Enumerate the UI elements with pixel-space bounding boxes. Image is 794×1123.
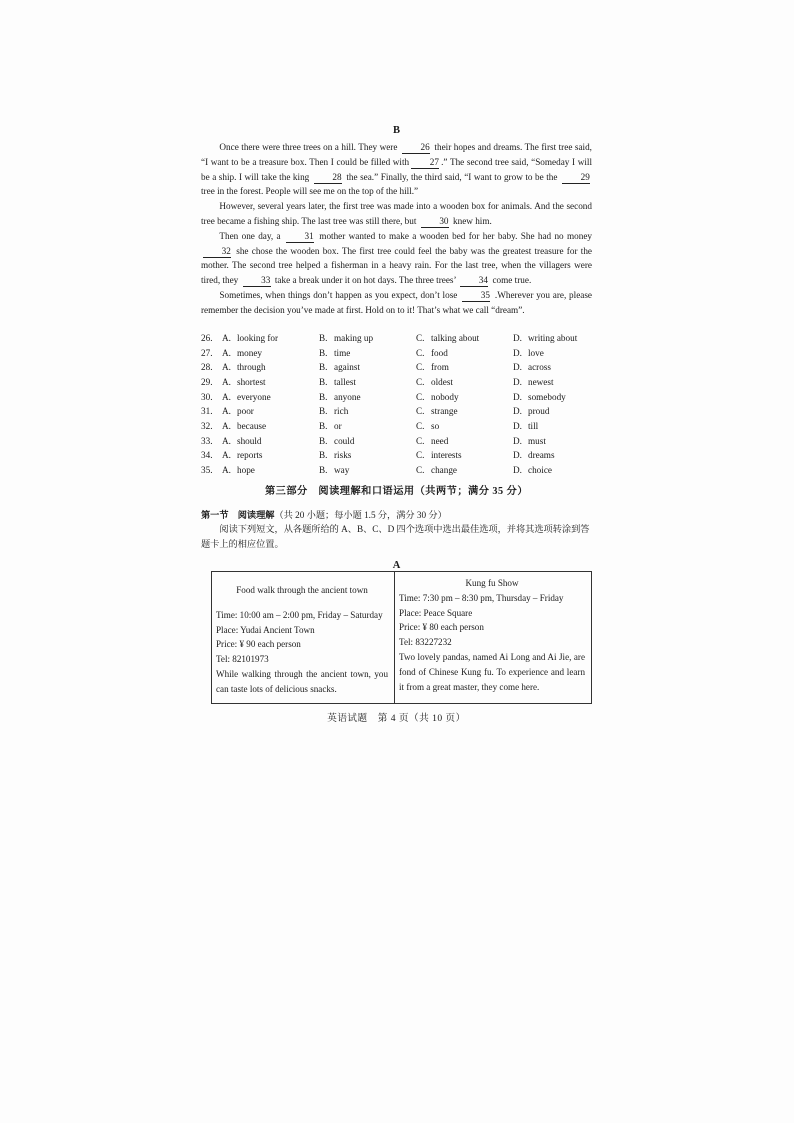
question-number: 34.: [201, 450, 213, 461]
cloze-blank: 33: [243, 275, 271, 287]
option-letter: C.: [416, 450, 425, 461]
question-row: [201, 419, 592, 434]
option-letter: B.: [319, 450, 328, 461]
answer-option: [416, 404, 513, 419]
answer-option: [319, 434, 416, 449]
answer-options: [201, 331, 592, 478]
answer-option: [222, 375, 319, 390]
ad-tel: Tel: 82101973: [216, 654, 269, 665]
option-text: should: [237, 435, 262, 446]
ad-description: While walking through the ancient town, you can taste lots of delicious snacks.: [216, 668, 389, 694]
option-letter: A.: [222, 362, 231, 373]
option-letter: D.: [513, 465, 522, 476]
option-text: across: [528, 362, 551, 373]
option-text: reports: [237, 450, 263, 461]
ad-place: Place: Peace Square: [399, 607, 473, 618]
answer-option: [513, 360, 589, 375]
ad-description: Two lovely pandas, named Ai Long and Ai Jie, are fond of Chinese Kung fu. To experience and learn it from a great master, they come here.: [399, 651, 585, 692]
option-letter: A.: [222, 377, 231, 388]
option-letter: D.: [513, 377, 522, 388]
passage-text: knew him.: [450, 215, 492, 226]
passage-text: the sea.” Finally, the third said, “I want to grow to be the: [343, 171, 560, 182]
question-row: [201, 331, 592, 346]
question-number: 33.: [201, 435, 213, 446]
option-text: strange: [431, 406, 458, 417]
option-text: or: [334, 421, 342, 432]
passage-text: However, several years later, the first tree was made into a wooden box for animals. And the second tree became a fishing ship. The last tree was still there, but: [201, 201, 592, 226]
option-letter: A.: [222, 332, 231, 343]
answer-option: [416, 390, 513, 405]
question-row: [201, 375, 592, 390]
question-row: [201, 434, 592, 449]
passage-text: mother wanted to make a wooden bed for her baby. She had no money: [315, 230, 592, 241]
option-letter: B.: [319, 421, 328, 432]
ad-time: Time: 7:30 pm – 8:30 pm, Thursday – Friday: [399, 592, 564, 603]
option-text: against: [334, 362, 361, 373]
option-text: from: [431, 362, 449, 373]
section-one-detail: （共 20 小题；每小题 1.5 分，满分 30 分）: [274, 510, 447, 520]
answer-option: [416, 331, 513, 346]
option-text: oldest: [431, 377, 453, 388]
ad-time: Time: 10:00 am – 2:00 pm, Friday – Saturday: [216, 609, 383, 620]
cloze-blank: 26: [402, 142, 430, 154]
option-text: nobody: [431, 391, 459, 402]
cloze-blank: 30: [421, 216, 449, 228]
ad-kung-fu-show: [395, 572, 591, 703]
option-text: shortest: [237, 377, 266, 388]
answer-option: [222, 434, 319, 449]
answer-option: [513, 390, 589, 405]
option-text: need: [431, 435, 449, 446]
passage-text: Sometimes, when things don’t happen as you expect, don’t lose: [219, 289, 461, 300]
option-letter: C.: [416, 377, 425, 388]
question-row: [201, 449, 592, 464]
option-text: rich: [334, 406, 349, 417]
option-letter: B.: [319, 362, 328, 373]
answer-option: [222, 346, 319, 361]
part-three-title: 第三部分 阅读理解和口语运用（共两节；满分 35 分）: [264, 486, 529, 497]
cloze-blank: 27: [411, 157, 439, 169]
answer-option: [416, 419, 513, 434]
option-text: anyone: [334, 391, 361, 402]
passage-text: take a break under it on hot days. The three trees’: [272, 275, 459, 286]
answer-option: [319, 390, 416, 405]
answer-option: [222, 404, 319, 419]
option-text: choice: [528, 465, 552, 476]
answer-option: [513, 331, 589, 346]
ad-price: Price: ¥ 90 each person: [216, 639, 301, 650]
option-letter: D.: [513, 421, 522, 432]
option-text: money: [237, 347, 263, 358]
option-text: must: [528, 435, 546, 446]
option-letter: D.: [513, 391, 522, 402]
option-text: risks: [334, 450, 352, 461]
ad-title: Kung fu Show: [465, 578, 519, 588]
option-letter: C.: [416, 421, 425, 432]
instructions: 阅读下列短文，从各题所给的 A、B、C、D 四个选项中选出最佳选项，并将其选项转涂到答题卡上的相应位置。: [201, 524, 590, 549]
option-text: time: [334, 347, 351, 358]
page-footer: 英语试题 第 4 页（共 10 页）: [327, 713, 466, 724]
ad-food-walk: [212, 572, 395, 703]
option-text: till: [528, 421, 539, 432]
passage-text: .” The second tree said, “Someday I will be a ship. I will take the king: [201, 156, 592, 182]
ad-place: Place: Yudai Ancient Town: [216, 624, 315, 635]
option-text: through: [237, 362, 266, 373]
option-text: dreams: [528, 450, 555, 461]
option-text: writing about: [528, 332, 578, 343]
option-letter: C.: [416, 406, 425, 417]
cloze-blank: 28: [314, 172, 342, 184]
option-text: interests: [431, 450, 462, 461]
ad-tel: Tel: 83227232: [399, 637, 452, 648]
answer-option: [319, 419, 416, 434]
option-text: looking for: [237, 332, 279, 343]
cloze-blank: 31: [286, 231, 314, 243]
question-number: 32.: [201, 421, 213, 432]
question-row: [201, 346, 592, 361]
option-text: change: [431, 465, 458, 476]
option-letter: A.: [222, 347, 231, 358]
answer-option: [513, 375, 589, 390]
option-text: making up: [334, 332, 374, 343]
answer-option: [222, 419, 319, 434]
answer-option: [513, 434, 589, 449]
option-text: way: [334, 465, 350, 476]
passage-text: she chose the wooden box. The first tree could feel the baby was the greatest treasure for the mother. The second tree helped a fisherman in a heavy rain. For the last tree, when the villagers were tired, they: [201, 245, 592, 286]
option-text: talking about: [431, 332, 480, 343]
ad-title: Food walk through the ancient town: [236, 585, 368, 595]
answer-option: [416, 434, 513, 449]
answer-option: [416, 360, 513, 375]
passage-text: tree in the forest. People will see me on the top of the hill.”: [201, 186, 419, 197]
option-letter: C.: [416, 391, 425, 402]
cloze-blank: 35: [462, 290, 490, 302]
option-letter: B.: [319, 406, 328, 417]
option-letter: D.: [513, 435, 522, 446]
answer-option: [319, 463, 416, 478]
answer-option: [416, 346, 513, 361]
question-row: [201, 463, 592, 478]
question-number: 27.: [201, 347, 213, 358]
answer-option: [319, 375, 416, 390]
answer-option: [513, 419, 589, 434]
question-row: [201, 404, 592, 419]
option-text: poor: [237, 406, 254, 417]
answer-option: [319, 448, 416, 463]
option-text: hope: [237, 465, 255, 476]
option-letter: D.: [513, 332, 522, 343]
option-text: somebody: [528, 391, 566, 402]
answer-option: [222, 331, 319, 346]
option-text: food: [431, 347, 448, 358]
option-letter: D.: [513, 450, 522, 461]
answer-option: [222, 360, 319, 375]
answer-option: [319, 346, 416, 361]
cloze-passage: [201, 140, 592, 318]
option-letter: A.: [222, 435, 231, 446]
option-letter: A.: [222, 406, 231, 417]
passage-text: come true.: [490, 275, 532, 286]
passage-text: their hopes and dreams. The first tree said, “I want to be a treasure box. Then I could be filled with: [201, 142, 592, 167]
question-number: 30.: [201, 391, 213, 402]
question-row: [201, 360, 592, 375]
option-letter: B.: [319, 435, 328, 446]
cloze-blank: 29: [562, 172, 590, 184]
answer-option: [513, 463, 589, 478]
question-number: 28.: [201, 362, 213, 373]
option-letter: D.: [513, 406, 522, 417]
answer-option: [319, 331, 416, 346]
answer-option: [513, 448, 589, 463]
option-letter: D.: [513, 347, 522, 358]
passage-text: Then one day, a: [219, 230, 284, 241]
option-letter: C.: [416, 332, 425, 343]
section-a-label: A: [392, 560, 401, 571]
passage-paragraph: [201, 288, 592, 318]
passage-paragraph: [201, 229, 592, 288]
passage-text: Once there were three trees on a hill. They were: [219, 142, 400, 152]
answer-option: [513, 404, 589, 419]
section-b-label: B: [392, 125, 400, 136]
answer-option: [513, 346, 589, 361]
passage-paragraph: [201, 140, 592, 199]
option-text: love: [528, 347, 544, 358]
answer-option: [222, 448, 319, 463]
option-letter: B.: [319, 465, 328, 476]
answer-option: [319, 404, 416, 419]
option-text: because: [237, 421, 267, 432]
answer-option: [416, 463, 513, 478]
question-number: 31.: [201, 406, 213, 417]
answer-option: [416, 448, 513, 463]
option-letter: B.: [319, 347, 328, 358]
option-text: so: [431, 421, 440, 432]
option-letter: C.: [416, 347, 425, 358]
section-one-heading: [201, 508, 592, 523]
answer-option: [416, 375, 513, 390]
option-text: could: [334, 435, 355, 446]
question-number: 35.: [201, 465, 213, 476]
option-letter: A.: [222, 391, 231, 402]
option-letter: B.: [319, 377, 328, 388]
section-one-label: 第一节 阅读理解: [201, 510, 275, 520]
option-letter: A.: [222, 421, 231, 432]
passage-text: .Wherever you are, please remember the decision you’ve made at first. Hold on to it! That’s what we call “dream”.: [201, 289, 593, 315]
ad-price: Price: ¥ 80 each person: [399, 622, 484, 633]
option-letter: C.: [416, 465, 425, 476]
option-text: everyone: [237, 391, 271, 402]
option-letter: C.: [416, 362, 425, 373]
question-number: 29.: [201, 377, 213, 388]
option-letter: C.: [416, 435, 425, 446]
option-text: proud: [528, 406, 550, 417]
option-letter: B.: [319, 332, 328, 343]
passage-paragraph: [201, 199, 592, 229]
question-number: 26.: [201, 332, 213, 343]
option-letter: A.: [222, 465, 231, 476]
cloze-blank: 32: [203, 246, 231, 258]
option-text: newest: [528, 377, 554, 388]
question-row: [201, 390, 592, 405]
option-letter: D.: [513, 362, 522, 373]
answer-option: [319, 360, 416, 375]
option-letter: B.: [319, 391, 328, 402]
option-letter: A.: [222, 450, 231, 461]
ads-table: [211, 571, 592, 704]
cloze-blank: 34: [460, 275, 488, 287]
option-text: tallest: [334, 377, 356, 388]
answer-option: [222, 390, 319, 405]
answer-option: [222, 463, 319, 478]
